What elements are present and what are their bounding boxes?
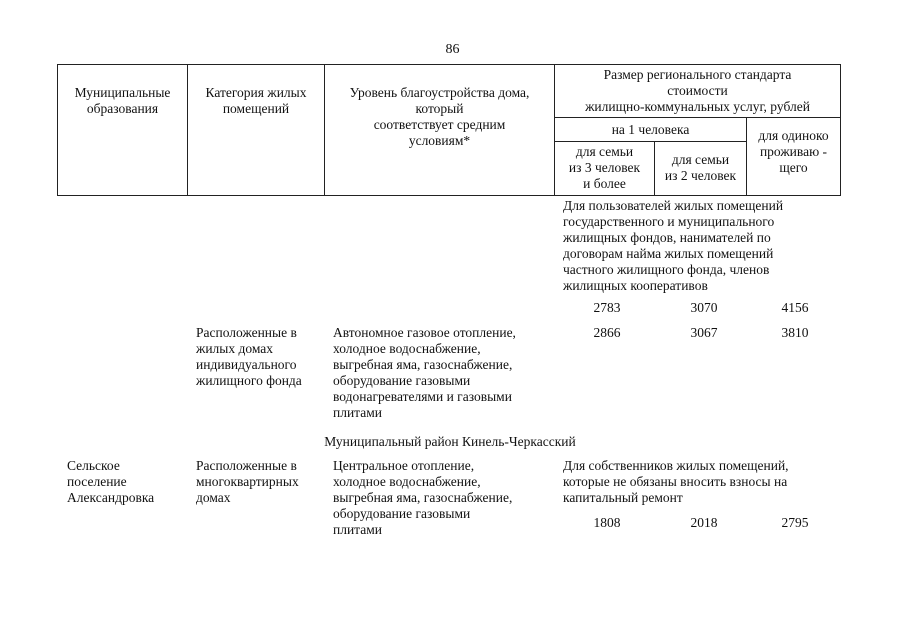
block3-category-line: Расположенные в	[196, 458, 297, 473]
block2-value-family3: 2866	[593, 325, 621, 340]
block3-level-line: плитами	[333, 522, 383, 537]
header-category-text: Категория жилых помещений	[205, 85, 307, 116]
header-category	[188, 65, 325, 196]
block3-municipality-line: Сельское	[67, 458, 120, 473]
block3-municipality	[67, 458, 192, 506]
block3-level-line: холодное водоснабжение,	[333, 474, 481, 489]
block1-note-line: жилищных кооперативов	[563, 278, 708, 293]
block3-note	[563, 458, 843, 506]
block1-value-single: 4156	[781, 300, 809, 315]
table-header	[57, 64, 841, 196]
header-family3-line: и более	[583, 176, 626, 191]
block2-category-line: Расположенные в	[196, 325, 297, 340]
block2-category-line: жилых домах	[196, 341, 274, 356]
header-level-line: Уровень благоустройства дома,	[349, 85, 530, 100]
header-improvement-level	[325, 65, 555, 196]
block3-level-line: выгребная яма, газоснабжение,	[333, 490, 513, 505]
district-heading: Муниципальный район Кинель-Черкасский	[324, 434, 576, 449]
block2-category-line: индивидуального	[196, 357, 297, 372]
block1-note	[563, 198, 843, 294]
block3-level-line: Центральное отопление,	[333, 458, 475, 473]
block3-level	[333, 458, 558, 538]
header-level-line: который	[415, 101, 464, 116]
block2-level-line: холодное водоснабжение,	[333, 341, 481, 356]
block2-level-line: плитами	[333, 405, 383, 420]
page-number: 86	[445, 42, 460, 57]
header-standard-size	[555, 65, 841, 118]
header-single-line: для одиноко	[758, 128, 829, 143]
block3-note-line: Для собственников жилых помещений,	[563, 458, 789, 473]
header-group-line: жилищно-коммунальных услуг, рублей	[585, 99, 810, 114]
block3-municipality-line: поселение	[67, 474, 127, 489]
block2-category-line: жилищного фонда	[196, 373, 302, 388]
block1-note-line: жилищных фондов, нанимателей по	[563, 230, 771, 245]
header-per-person-text: на 1 человека	[611, 122, 690, 137]
header-family2-line: для семьи	[671, 152, 730, 167]
block1-note-line: частного жилищного фонда, членов	[563, 262, 770, 277]
block2-level-line: Автономное газовое отопление,	[333, 325, 516, 340]
block2-value-family2: 3067	[690, 325, 718, 340]
block3-value-family3: 1808	[593, 515, 621, 530]
block2-category	[196, 325, 326, 389]
block3-municipality-line: Александровка	[67, 490, 155, 505]
header-family3-line: для семьи	[575, 144, 634, 159]
block2-value-single: 3810	[781, 325, 809, 340]
header-level-line: соответствует средним	[373, 117, 506, 132]
block3-note-line: капитальный ремонт	[563, 490, 683, 505]
header-single	[747, 118, 841, 196]
block3-level-line: оборудование газовыми	[333, 506, 471, 521]
header-group-line: Размер регионального стандарта	[603, 67, 792, 82]
block3-value-single: 2795	[781, 515, 809, 530]
header-municipalities-text: Муниципальные образования	[74, 85, 171, 116]
header-family-2	[655, 142, 747, 196]
block3-category-line: многоквартирных	[196, 474, 299, 489]
block1-note-line: Для пользователей жилых помещений	[563, 198, 784, 213]
block2-level-line: водонагревателями и газовыми	[333, 389, 512, 404]
block1-note-line: договорам найма жилых помещений	[563, 246, 774, 261]
block3-value-family2: 2018	[690, 515, 718, 530]
header-level-line: условиям*	[408, 133, 471, 148]
block2-level-line: оборудование газовыми	[333, 373, 471, 388]
block3-note-line: которые не обязаны вносить взносы на	[563, 474, 788, 489]
block1-value-family2: 3070	[690, 300, 718, 315]
header-family-3	[555, 142, 655, 196]
header-family3-line: из 3 человек	[568, 160, 641, 175]
block2-level-line: выгребная яма, газоснабжение,	[333, 357, 513, 372]
block2-level	[333, 325, 558, 421]
header-single-line: проживаю -	[759, 144, 828, 159]
header-single-line: щего	[779, 160, 808, 175]
header-municipalities	[58, 65, 188, 196]
block3-category	[196, 458, 326, 506]
header-per-person	[555, 118, 747, 142]
block1-value-family3: 2783	[593, 300, 621, 315]
header-family2-line: из 2 человек	[664, 168, 737, 183]
block1-note-line: государственного и муниципального	[563, 214, 775, 229]
block3-category-line: домах	[196, 490, 231, 505]
header-group-line: стоимости	[667, 83, 728, 98]
